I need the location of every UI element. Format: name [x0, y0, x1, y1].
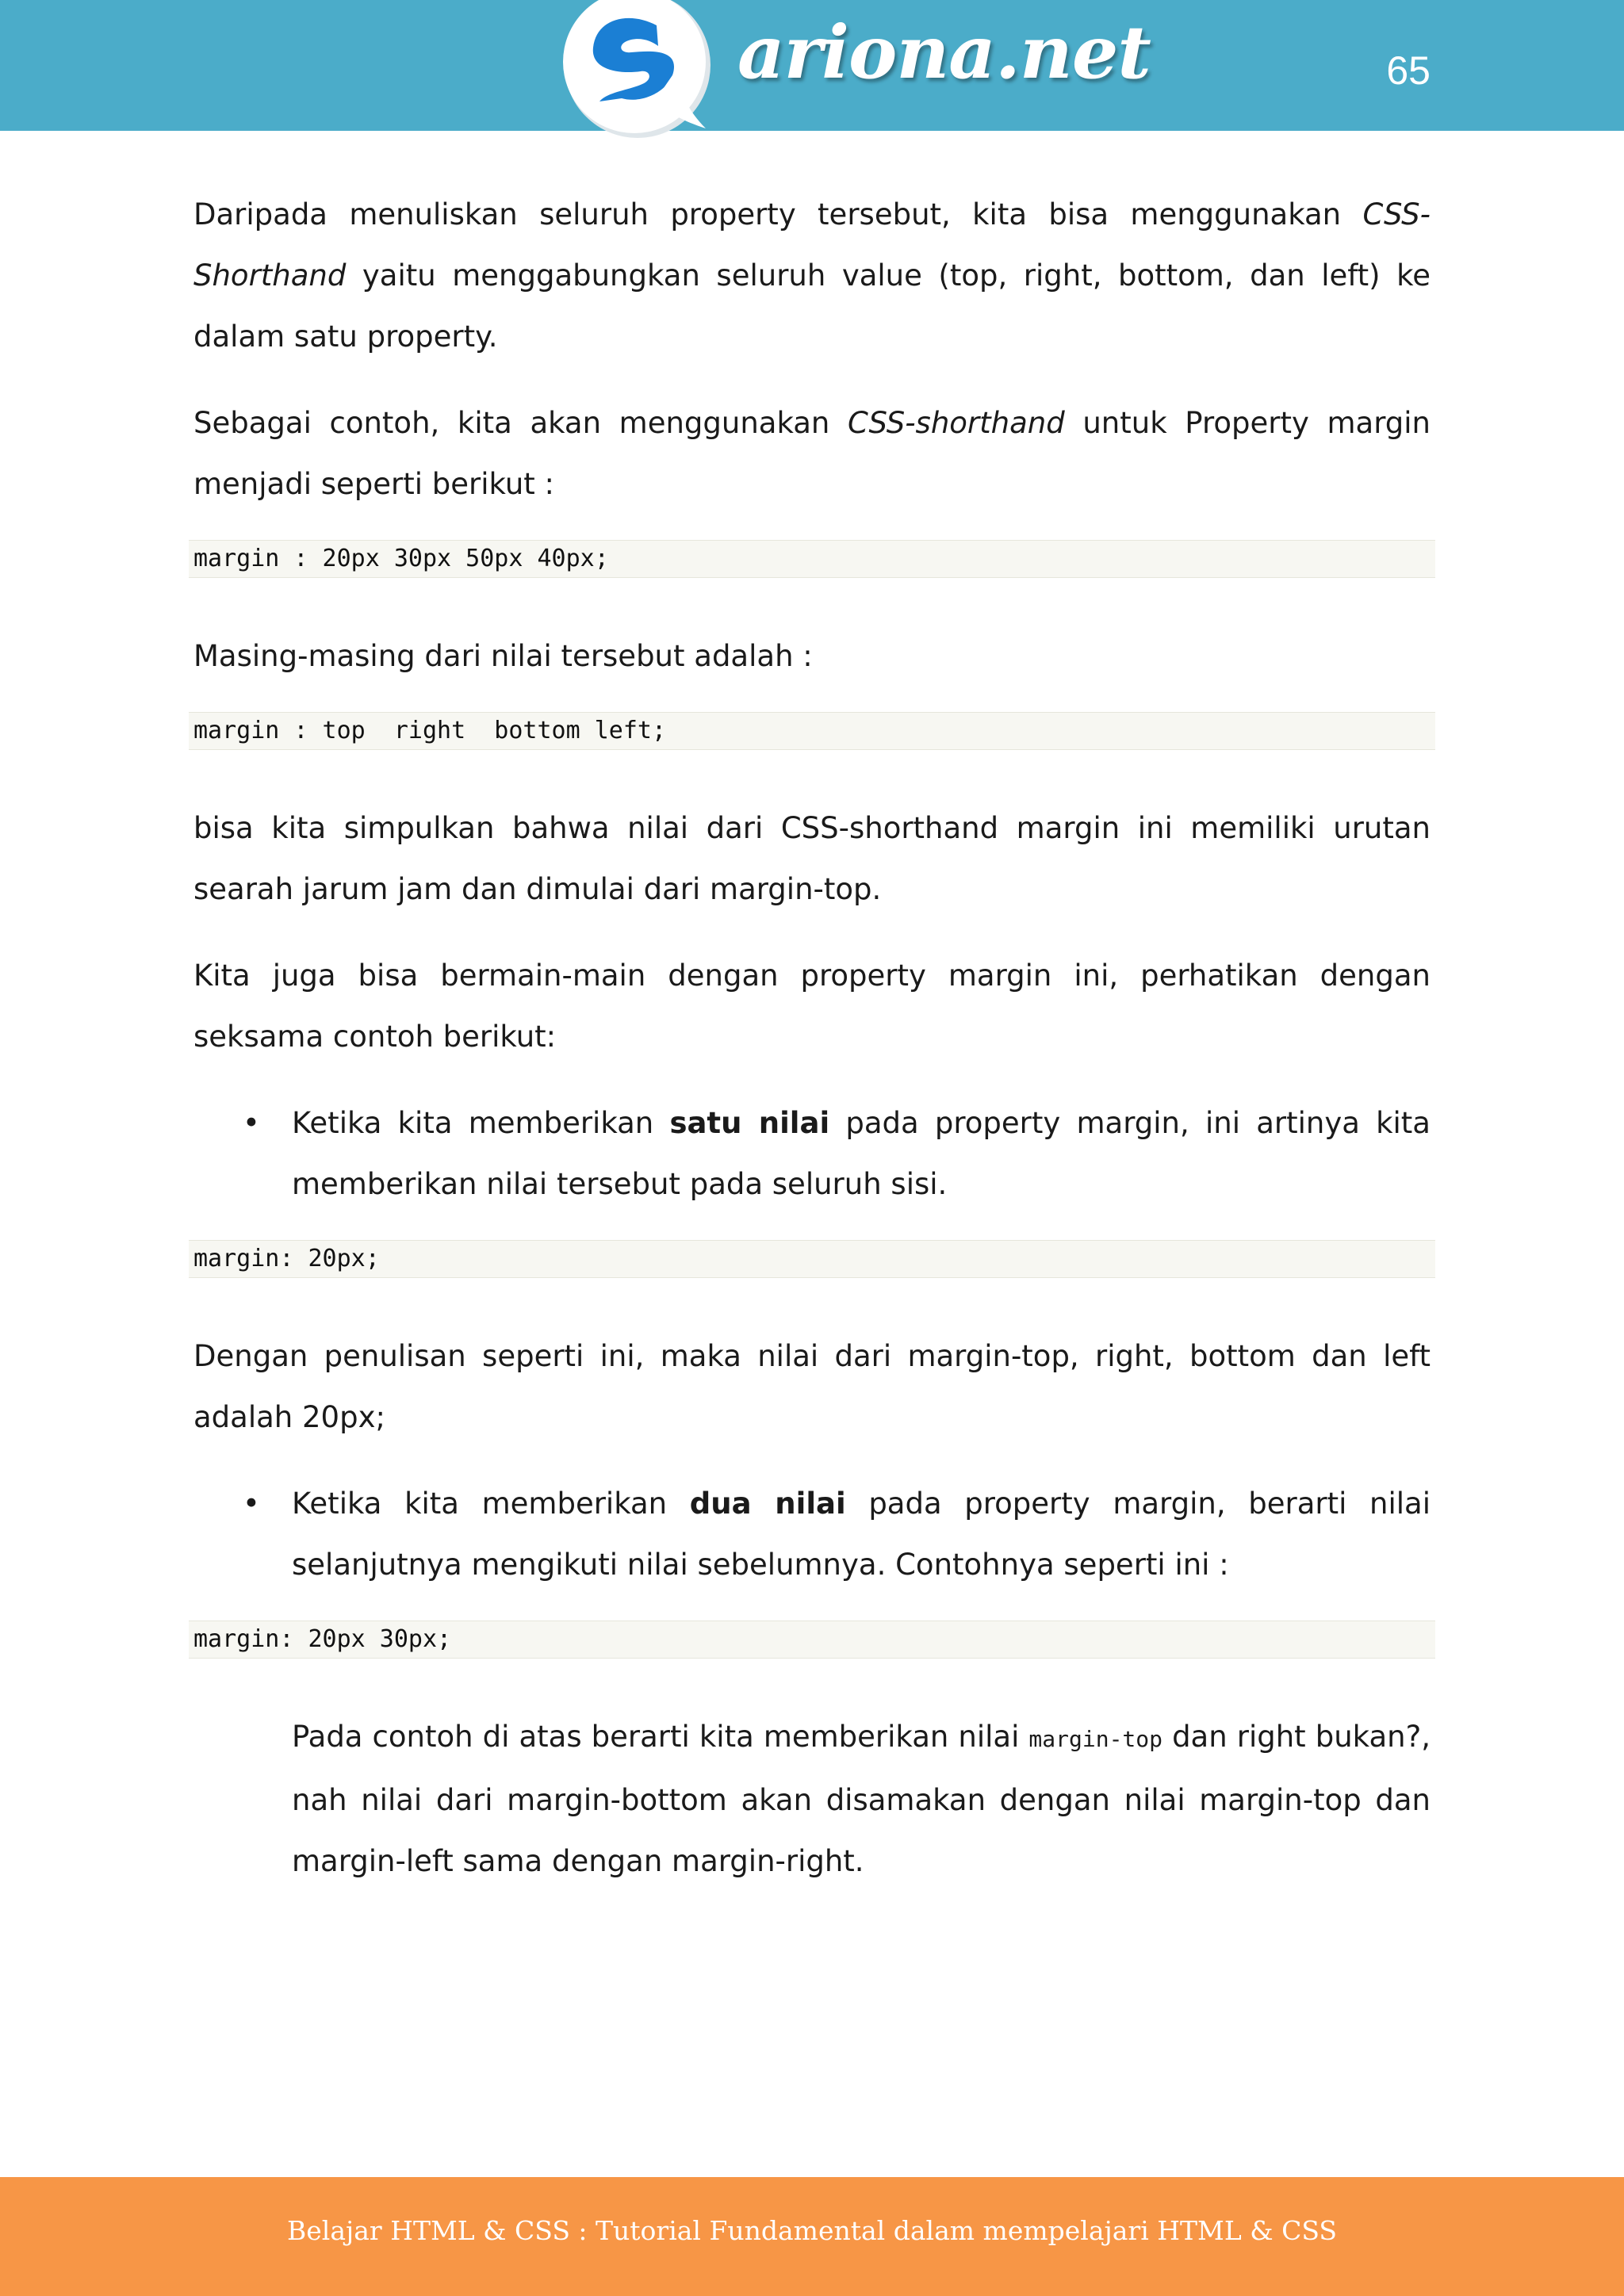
strong-dua-nilai: dua nilai: [689, 1487, 846, 1521]
paragraph-two-values-result: Pada contoh di atas berarti kita memberikan nilai margin-top dan right bukan?, nah nilai dari margin-bottom akan disamakan dengan nilai margin-top dan margin-left sama dengan margin-right.: [292, 1720, 1431, 1878]
list-item-one-value: • Ketika kita memberikan satu nilai pada property margin, ini artinya kita memberikan nilai tersebut pada seluruh sisi.: [193, 1093, 1431, 1215]
ariona-logo-icon: [555, 0, 718, 144]
paragraph-intro: Daripada menuliskan seluruh property tersebut, kita bisa menggunakan CSS-Shorthand yaitu menggabungkan seluruh value (top, right, bottom, dan left) ke dalam satu property.: [193, 197, 1431, 354]
paragraph-clockwise-note: bisa kita simpulkan bahwa nilai dari CSS-shorthand margin ini memiliki urutan searah jarum jam dan dimulai dari margin-top.: [193, 811, 1431, 906]
emphasis-css-shorthand: CSS-Shorthand: [193, 197, 1431, 293]
page-number: 65: [1386, 48, 1431, 93]
page-footer: [0, 2177, 1624, 2296]
code-block-margin-four-values: margin : 20px 30px 50px 40px;: [189, 540, 1435, 578]
page-content: [193, 184, 1431, 1917]
paragraph-examples-intro: Kita juga bisa bermain-main dengan property margin ini, perhatikan dengan seksama contoh berikut:: [193, 959, 1431, 1054]
strong-satu-nilai: satu nilai: [669, 1106, 830, 1140]
inline-code-margin-top: margin-top: [1028, 1726, 1162, 1752]
code-block-margin-two-values: margin: 20px 30px;: [189, 1621, 1435, 1659]
code-block-margin-one-value: margin: 20px;: [189, 1240, 1435, 1278]
code-block-margin-order: margin : top right bottom left;: [189, 712, 1435, 750]
bullet-icon: •: [243, 1106, 260, 1140]
site-logo-text: ariona.net: [737, 10, 1151, 95]
emphasis-css-shorthand: CSS-shorthand: [848, 406, 1065, 440]
paragraph-example-intro: Sebagai contoh, kita akan menggunakan CSS-shorthand untuk Property margin menjadi seperti berikut :: [193, 406, 1431, 501]
paragraph-values-explanation: Masing-masing dari nilai tersebut adalah :: [193, 639, 813, 673]
list-item-two-values: • Ketika kita memberikan dua nilai pada property margin, berarti nilai selanjutnya mengikuti nilai sebelumnya. Contohnya seperti ini :: [193, 1473, 1431, 1595]
paragraph-one-value-result: Dengan penulisan seperti ini, maka nilai dari margin-top, right, bottom dan left adalah 20px;: [193, 1339, 1431, 1434]
footer-book-title: Belajar HTML & CSS : Tutorial Fundamental dalam mempelajari HTML & CSS: [287, 2215, 1337, 2246]
bullet-icon: •: [243, 1487, 260, 1521]
page-header: [0, 0, 1624, 131]
